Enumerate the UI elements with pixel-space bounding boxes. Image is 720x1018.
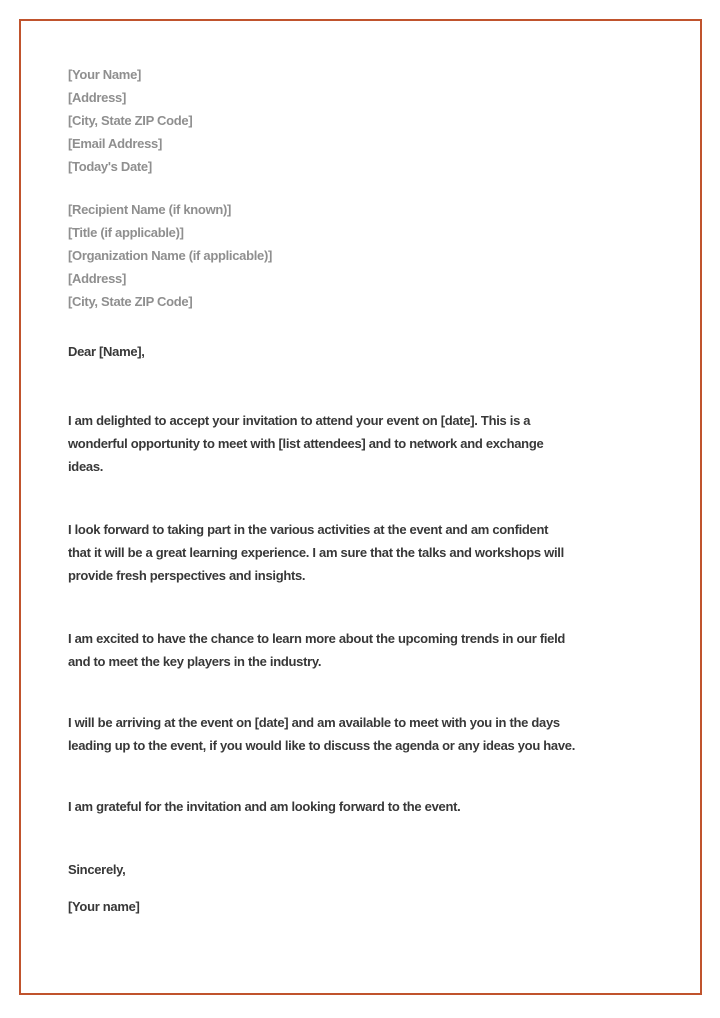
paragraph-gratitude: I am grateful for the invitation and am looking forward to the event. [68, 799, 461, 814]
sender-address-block [68, 63, 678, 178]
salutation: Dear [Name], [68, 344, 145, 359]
recipient-address: [Address] [68, 271, 126, 286]
paragraph-activities: I look forward to taking part in the various activities at the event and am confident that it will be a great learning experience. I am sure that the talks and workshops will provide fresh perspectives and insights. [68, 522, 564, 583]
recipient-name: [Recipient Name (if known)] [68, 202, 232, 217]
closing: Sincerely, [68, 862, 126, 877]
sender-email: [Email Address] [68, 136, 162, 151]
sender-address: [Address] [68, 90, 126, 105]
letter-date: [Today's Date] [68, 159, 152, 174]
recipient-address-block [68, 198, 678, 313]
paragraph-arrival: I will be arriving at the event on [date] and am available to meet with you in the days leading up to the event, if you would like to discuss the agenda or any ideas you have. [68, 715, 576, 753]
recipient-title: [Title (if applicable)] [68, 225, 184, 240]
sender-city-state-zip: [City, State ZIP Code] [68, 113, 193, 128]
recipient-city-state-zip: [City, State ZIP Code] [68, 294, 193, 309]
recipient-organization: [Organization Name (if applicable)] [68, 248, 273, 263]
letter-body [68, 63, 678, 918]
paragraph-acceptance: I am delighted to accept your invitation to attend your event on [date]. This is a wonderful opportunity to meet with [list attendees] and to network and exchange ideas. [68, 413, 544, 474]
sender-name: [Your Name] [68, 67, 142, 82]
signature-placeholder: [Your name] [68, 899, 140, 914]
paragraph-trends: I am excited to have the chance to learn more about the upcoming trends in our field and to meet the key players in the industry. [68, 631, 566, 669]
